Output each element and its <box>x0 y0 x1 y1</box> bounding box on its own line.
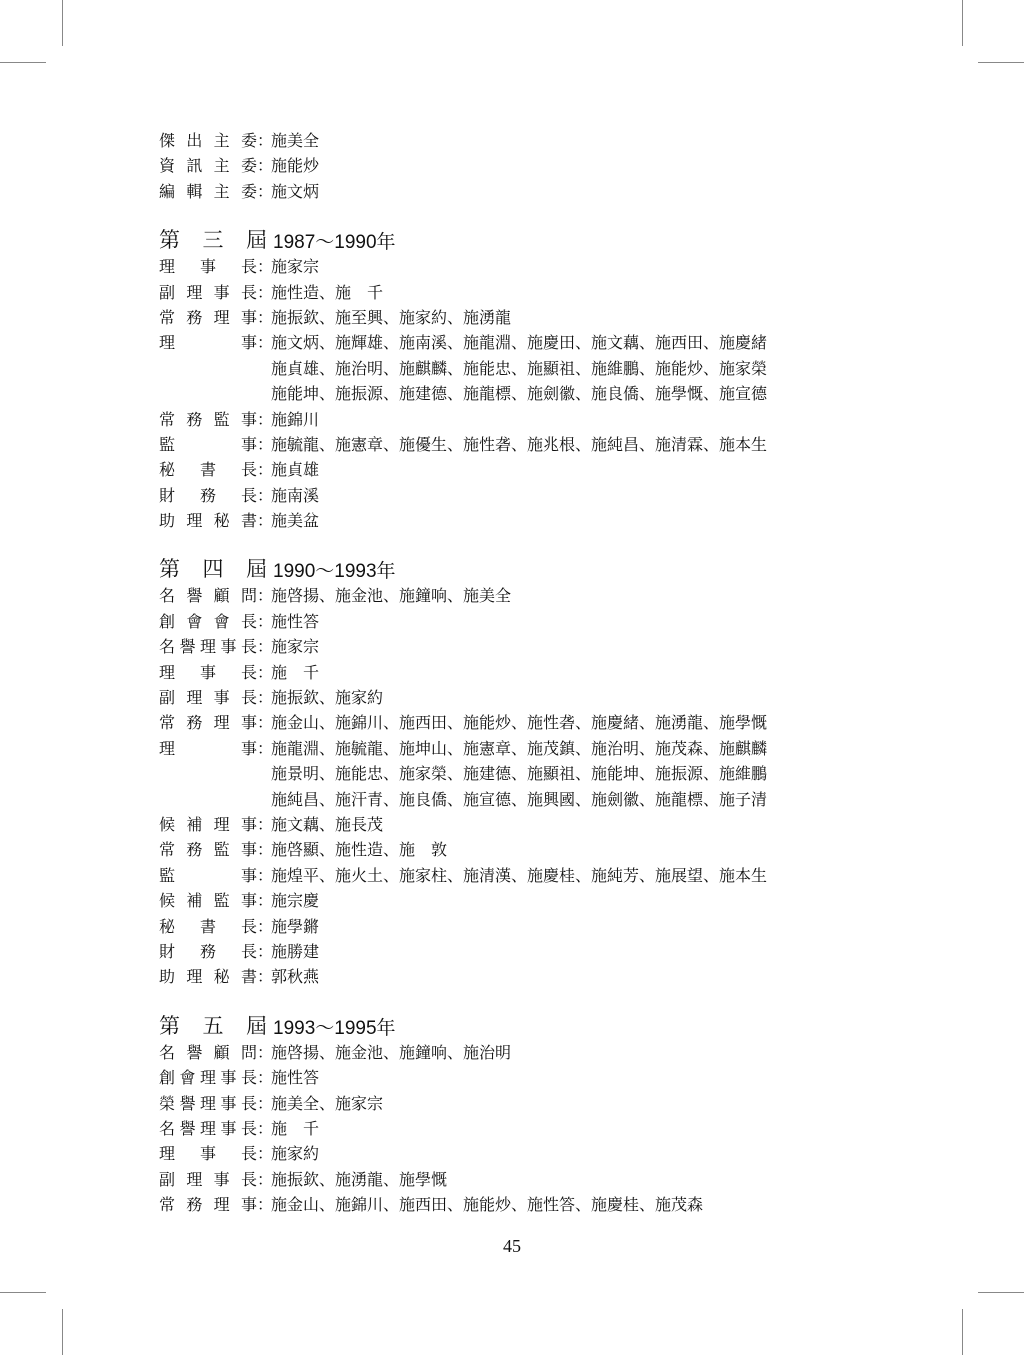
member-names: 施能炒 <box>271 156 320 176</box>
roster-row <box>159 153 879 178</box>
member-names: 施金山、施錦川、施西田、施能炒、施性答、施慶桂、施茂森 <box>271 1195 704 1215</box>
roster-row <box>159 407 879 432</box>
label-colon: ： <box>257 662 274 682</box>
roster-row <box>159 457 879 482</box>
roster-row <box>159 583 879 608</box>
member-names: 施宗慶 <box>271 891 320 911</box>
crop-mark <box>962 1309 963 1355</box>
roster-row <box>159 330 879 355</box>
label-colon: ： <box>257 257 274 277</box>
role-label: 理 事 <box>159 738 257 758</box>
member-names: 施振欽、施家約 <box>271 688 384 708</box>
role-label: 監 事 <box>159 434 257 454</box>
term-heading <box>159 222 879 254</box>
roster-row <box>159 609 879 634</box>
member-names: 施能坤、施振源、施建德、施龍標、施劍徽、施良僑、施學慨、施宣德 <box>271 384 768 404</box>
role-label: 助 理 秘 書 <box>159 967 257 987</box>
roster-row <box>159 1192 879 1217</box>
label-colon: ： <box>257 1042 274 1062</box>
roster-continuation-row <box>159 787 879 812</box>
roster-row <box>159 685 879 710</box>
roster-row <box>159 1141 879 1166</box>
roster-continuation-row <box>159 381 879 406</box>
label-colon: ： <box>257 333 274 353</box>
member-names: 施美盆 <box>271 511 320 531</box>
member-names: 施家約 <box>271 1144 320 1164</box>
term-title: 第 三 屆 <box>159 228 267 253</box>
roster-continuation-row <box>159 356 879 381</box>
member-names: 施學鏘 <box>271 916 320 936</box>
member-names: 施性答 <box>271 1068 320 1088</box>
label-colon: ： <box>257 1144 274 1164</box>
role-label: 理 事 長 <box>159 1144 257 1164</box>
role-label: 副 理 事 長 <box>159 688 257 708</box>
member-names: 施煌平、施火土、施家柱、施清漢、施慶桂、施純芳、施展望、施本生 <box>271 865 768 885</box>
role-label: 常 務 監 事 <box>159 840 257 860</box>
member-names: 施勝建 <box>271 941 320 961</box>
roster-row <box>159 179 879 204</box>
role-label: 財 務 長 <box>159 485 257 505</box>
role-label: 創 會 理 事 長 <box>159 1068 257 1088</box>
crop-mark <box>62 0 63 46</box>
label-colon: ： <box>257 611 274 631</box>
label-colon: ： <box>257 460 274 480</box>
member-names: 施性造、施 千 <box>271 282 384 302</box>
label-colon: ： <box>257 1093 274 1113</box>
role-label: 副 理 事 長 <box>159 282 257 302</box>
label-colon: ： <box>257 967 274 987</box>
role-label: 名 譽 顧 問 <box>159 1042 257 1062</box>
label-colon: ： <box>257 181 274 201</box>
crop-mark <box>0 1292 46 1293</box>
roster-row <box>159 1167 879 1192</box>
member-names: 施文炳、施輝雄、施南溪、施龍淵、施慶田、施文藕、施西田、施慶緒 <box>271 333 768 353</box>
roster-row <box>159 710 879 735</box>
role-label: 傑 出 主 委 <box>159 131 257 150</box>
crop-mark <box>62 1309 63 1355</box>
roster-continuation-row <box>159 761 879 786</box>
label-colon: ： <box>257 434 274 454</box>
member-names: 施景明、施能忠、施家榮、施建德、施顯祖、施能坤、施振源、施維鵬 <box>271 764 768 784</box>
roster-row <box>159 812 879 837</box>
roster-row <box>159 914 879 939</box>
role-label: 常 務 理 事 <box>159 713 257 733</box>
role-label: 理 事 長 <box>159 257 257 277</box>
roster-row <box>159 305 879 330</box>
member-names: 施金山、施錦川、施西田、施能炒、施性砻、施慶緒、施湧龍、施學慨 <box>271 713 768 733</box>
roster-content <box>159 128 879 1217</box>
label-colon: ： <box>257 409 274 429</box>
term-heading <box>159 551 879 583</box>
label-colon: ： <box>257 1169 274 1189</box>
label-colon: ： <box>257 713 274 733</box>
label-colon: ： <box>257 916 274 936</box>
member-names: 施文炳 <box>271 181 320 201</box>
role-label: 理 事 長 <box>159 662 257 682</box>
label-colon: ： <box>257 485 274 505</box>
role-label: 常 務 理 事 <box>159 1195 257 1215</box>
roster-row <box>159 280 879 305</box>
roster-row <box>159 1040 879 1065</box>
roster-row <box>159 1116 879 1141</box>
roster-row <box>159 128 879 153</box>
member-names: 施啓揚、施金池、施鐘响、施美全 <box>271 586 512 606</box>
member-names: 施美全、施家宗 <box>271 1093 384 1113</box>
member-names: 施性答 <box>271 611 320 631</box>
roster-row <box>159 660 879 685</box>
role-label: 常 務 監 事 <box>159 409 257 429</box>
roster-row <box>159 863 879 888</box>
member-names: 施 千 <box>271 1118 320 1138</box>
label-colon: ： <box>257 637 274 657</box>
label-colon: ： <box>257 282 274 302</box>
label-colon: ： <box>257 814 274 834</box>
role-label: 榮 譽 理 事 長 <box>159 1093 257 1113</box>
role-label: 財 務 長 <box>159 941 257 961</box>
member-names: 施家宗 <box>271 637 320 657</box>
member-names: 施南溪 <box>271 485 320 505</box>
crop-mark <box>978 1292 1024 1293</box>
role-label: 資 訊 主 委 <box>159 156 257 176</box>
roster-row <box>159 939 879 964</box>
role-label: 理 事 <box>159 333 257 353</box>
page-number: 45 <box>503 1236 521 1256</box>
roster-row <box>159 254 879 279</box>
roster-row <box>159 634 879 659</box>
crop-mark <box>962 0 963 46</box>
member-names: 施啓顯、施性造、施 敦 <box>271 840 448 860</box>
crop-mark <box>0 62 46 63</box>
member-names: 施振欽、施湧龍、施學慨 <box>271 1169 448 1189</box>
label-colon: ： <box>257 840 274 860</box>
member-names: 施 千 <box>271 662 320 682</box>
term-years: 1993～1995年 <box>273 1017 396 1039</box>
label-colon: ： <box>257 738 274 758</box>
label-colon: ： <box>257 865 274 885</box>
member-names: 施振欽、施至興、施家約、施湧龍 <box>271 307 512 327</box>
label-colon: ： <box>257 131 274 150</box>
role-label: 名 譽 顧 問 <box>159 586 257 606</box>
role-label: 候 補 理 事 <box>159 814 257 834</box>
label-colon: ： <box>257 156 274 176</box>
roster-row <box>159 508 879 533</box>
label-colon: ： <box>257 307 274 327</box>
roster-row <box>159 483 879 508</box>
roster-row <box>159 964 879 989</box>
role-label: 秘 書 長 <box>159 916 257 936</box>
member-names: 施啓揚、施金池、施鐘响、施治明 <box>271 1042 512 1062</box>
member-names: 施家宗 <box>271 257 320 277</box>
role-label: 名 譽 理 事 長 <box>159 637 257 657</box>
label-colon: ： <box>257 688 274 708</box>
roster-row <box>159 1065 879 1090</box>
role-label: 名 譽 理 事 長 <box>159 1118 257 1138</box>
role-label: 助 理 秘 書 <box>159 511 257 531</box>
role-label: 監 事 <box>159 865 257 885</box>
roster-row <box>159 1091 879 1116</box>
member-names: 施文藕、施長茂 <box>271 814 384 834</box>
member-names: 施毓龍、施憲章、施優生、施性砻、施兆根、施純昌、施清霖、施本生 <box>271 434 768 454</box>
member-names: 施純昌、施汗青、施良僑、施宣德、施興國、施劍徽、施龍標、施子清 <box>271 789 768 809</box>
label-colon: ： <box>257 941 274 961</box>
label-colon: ： <box>257 1195 274 1215</box>
role-label: 常 務 理 事 <box>159 307 257 327</box>
label-colon: ： <box>257 586 274 606</box>
role-label: 創 會 會 長 <box>159 611 257 631</box>
role-label: 候 補 監 事 <box>159 891 257 911</box>
member-names: 施錦川 <box>271 409 320 429</box>
term-heading <box>159 1008 879 1040</box>
member-names: 施美全 <box>271 131 320 150</box>
role-label: 副 理 事 長 <box>159 1169 257 1189</box>
roster-row <box>159 837 879 862</box>
roster-row <box>159 736 879 761</box>
term-years: 1990～1993年 <box>273 561 396 583</box>
crop-mark <box>978 62 1024 63</box>
member-names: 施貞雄 <box>271 460 320 480</box>
member-names: 郭秋燕 <box>271 967 320 987</box>
label-colon: ： <box>257 1068 274 1088</box>
label-colon: ： <box>257 1118 274 1138</box>
roster-row <box>159 432 879 457</box>
label-colon: ： <box>257 511 274 531</box>
role-label: 秘 書 長 <box>159 460 257 480</box>
member-names: 施貞雄、施治明、施麒麟、施能忠、施顯祖、施維鵬、施能炒、施家榮 <box>271 358 768 378</box>
roster-row <box>159 888 879 913</box>
member-names: 施龍淵、施毓龍、施坤山、施憲章、施茂鎮、施治明、施茂森、施麒麟 <box>271 738 768 758</box>
label-colon: ： <box>257 891 274 911</box>
term-title: 第 五 屆 <box>159 1013 267 1038</box>
term-title: 第 四 屆 <box>159 557 267 582</box>
role-label: 編 輯 主 委 <box>159 181 257 201</box>
term-years: 1987～1990年 <box>273 232 396 254</box>
